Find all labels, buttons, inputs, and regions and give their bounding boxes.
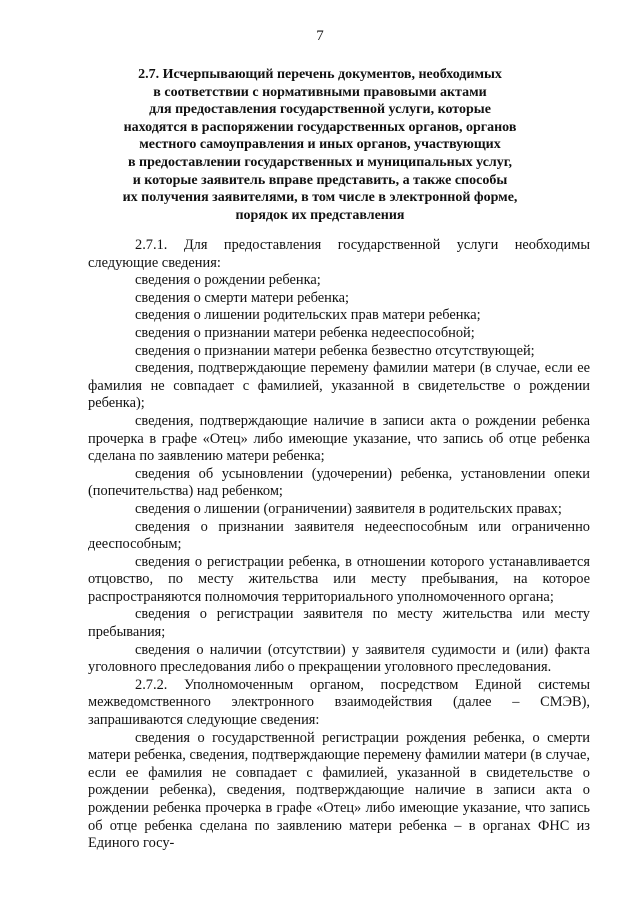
paragraph: сведения об усыновлении (удочерении) ребенка, установлении опеки (попечительства) над ребенком; (88, 465, 590, 500)
section-heading (60, 66, 580, 224)
paragraph: сведения о рождении ребенка; (135, 272, 321, 289)
paragraph: сведения о лишении (ограничении) заявителя в родительских правах; (135, 500, 562, 517)
paragraph: 2.7.1. Для предоставления государственной услуги необходимы следующие сведения: (88, 237, 590, 271)
paragraph: сведения о лишении родительских прав матери ребенка; (135, 307, 481, 324)
paragraph: сведения, подтверждающие перемену фамилии матери (в случае, если ее фамилия не совпадает с фамилией, указанной в свидетельстве о рождении ребенка); (88, 360, 590, 412)
heading-line: их получения заявителями, в том числе в электронной форме, (122, 190, 518, 206)
heading-line: находятся в распоряжении государственных органов, органов (123, 119, 517, 135)
heading-line: порядок их представления (235, 207, 405, 223)
page-number: 7 (316, 28, 324, 44)
heading-line: в предоставлении государственных и муниципальных услуг, (127, 154, 513, 170)
paragraph: сведения о смерти матери ребенка; (135, 289, 350, 306)
heading-line: для предоставления государственной услуги, которые (149, 102, 491, 118)
paragraph: сведения о признании матери ребенка безвестно отсутствующей; (135, 342, 535, 359)
paragraph: сведения о государственной регистрации рождения ребенка, о смерти матери ребенка, сведения, подтверждающие перемену фамилии матери (в случае, если ее фамилия не совпадает с фамилией, указанной в свидетельстве о рождении ребенка), сведения, подтверждающие наличие в записи акта о рождении ребенка прочерка в графе «Отец» либо имеющие указание, что запись об отце ребенка сделана по заявлению матери ребенка – в органах ФНС из Единого госу- (88, 729, 590, 852)
heading-line: местного самоуправления и иных органов, участвующих (139, 137, 501, 153)
heading-line: и которые заявитель вправе представить, а также способы (132, 172, 508, 188)
paragraph: сведения о признании заявителя недееспособным или ограниченно дееспособным; (88, 518, 590, 553)
paragraph: сведения о регистрации ребенка, в отношении которого устанавливается отцовство, по месту жительства или месту пребывания, на которое распространяются полномочия территориального уполномоченного органа; (88, 553, 590, 605)
heading-line: 2.7. Исчерпывающий перечень документов, необходимых (138, 67, 502, 82)
document-body (88, 237, 590, 853)
heading-line: в соответствии с нормативными правовыми актами (153, 84, 487, 100)
paragraph: сведения о регистрации заявителя по месту жительства или месту пребывания; (88, 606, 590, 641)
paragraph: сведения, подтверждающие наличие в записи акта о рождении ребенка прочерка в графе «Отец» либо имеющие указание, что запись об отце ребенка сделана по заявлению матери ребенка; (88, 412, 590, 465)
paragraph: сведения о наличии (отсутствии) у заявителя судимости и (или) факта уголовного преследования либо о прекращении уголовного преследования. (88, 641, 590, 676)
paragraph: сведения о признании матери ребенка недееспособной; (135, 324, 475, 341)
paragraph: 2.7.2. Уполномоченным органом, посредством Единой системы межведомственного электронного взаимодействия (далее – СМЭВ), запрашиваются следующие сведения: (88, 676, 590, 729)
